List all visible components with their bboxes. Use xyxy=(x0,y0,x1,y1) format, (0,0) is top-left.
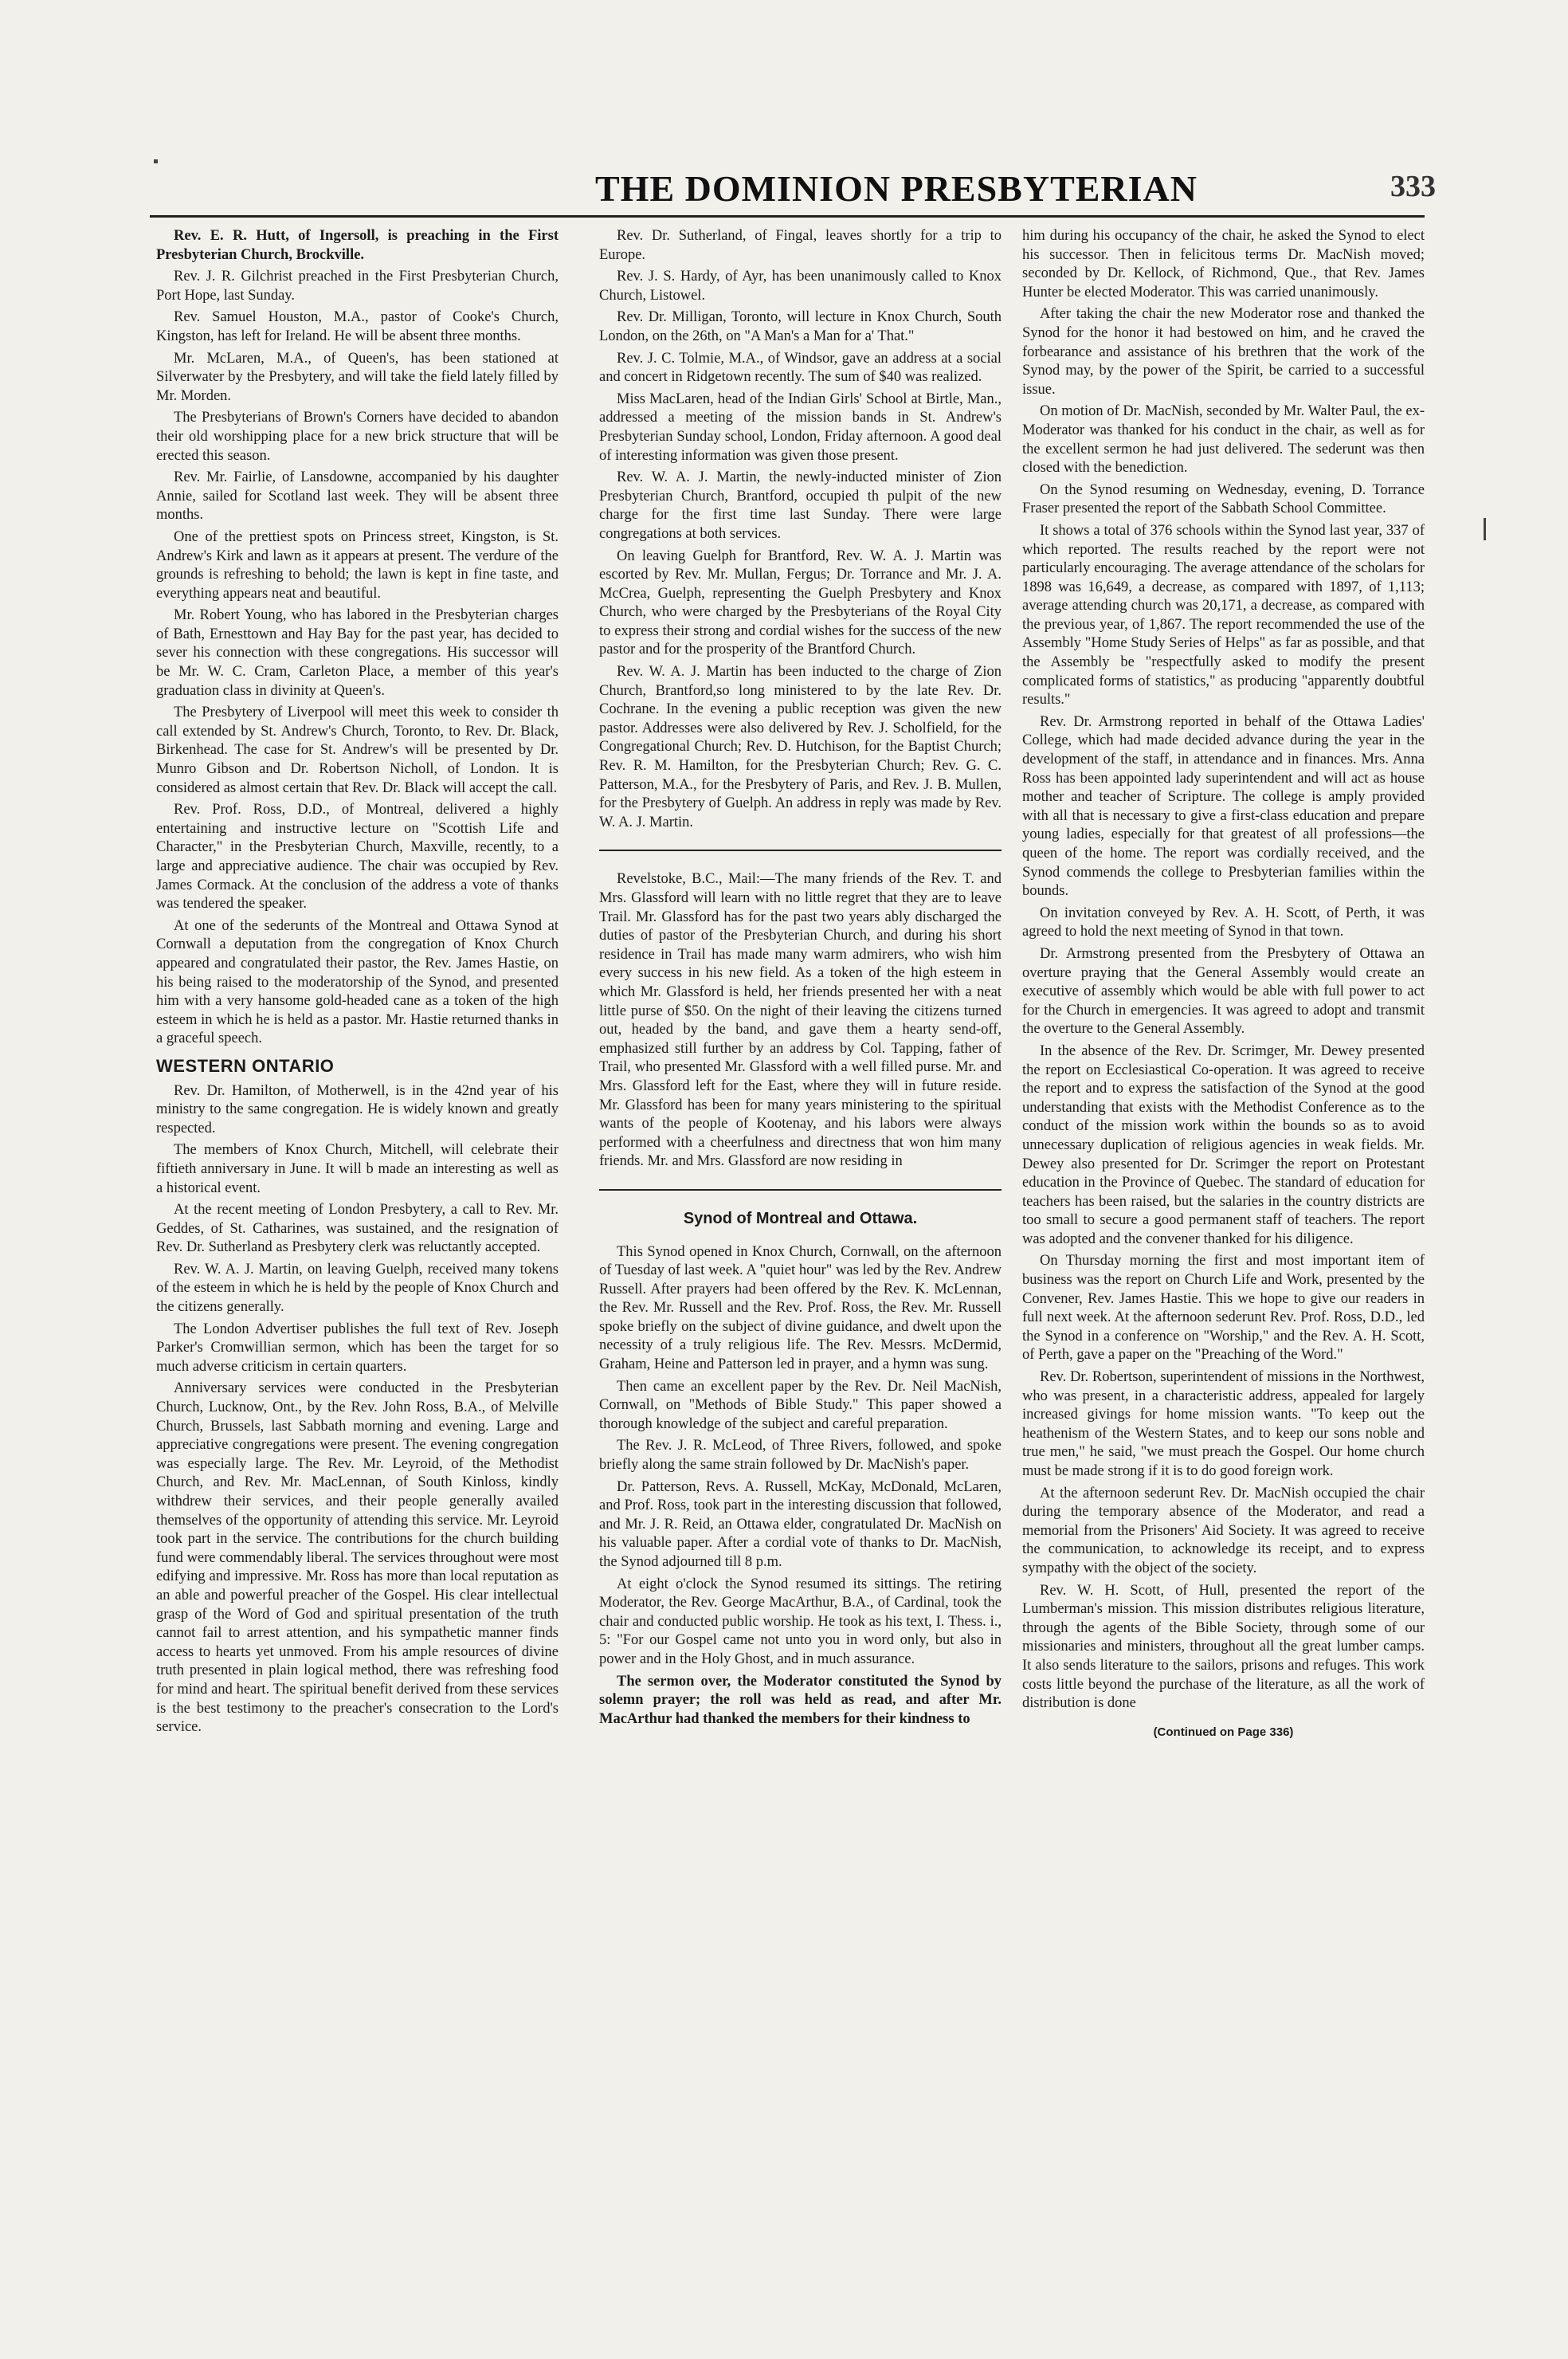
news-item: Rev. Prof. Ross, D.D., of Montreal, delivered a highly entertaining and instructive lecture on "Scottish Life and Character," in the Presbyterian Church, Maxville, recently, to a large and appreciative audience. The chair was occupied by Rev. James Cormack. At the conclusion of the address a vote of thanks was tendered the speaker. xyxy=(156,802,559,913)
article-paragraph: him during his occupancy of the chair, he asked the Synod to elect his successor. Then in felicitous terms Dr. MacNish moved; seconded by Dr. Kellock, of Richmond, Que., that Rev. James Hunter be elected Moderator. This was carried unanimously. xyxy=(1022,228,1425,300)
news-item: Rev. Mr. Fairlie, of Lansdowne, accompanied by his daughter Annie, sailed for Scotland last week. They will be absent three months. xyxy=(156,469,559,524)
news-item: The Presbyterians of Brown's Corners have decided to abandon their old worshipping place for a new brick structure that will be erected this season. xyxy=(156,410,559,464)
news-item: Rev. W. A. J. Martin has been inducted to the charge of Zion Church, Brantford,so long ministered to by the late Rev. Dr. Cochrane. In the evening a public reception was given the new pastor. Addresses were also delivered by Rev. J. Scholfield, for the Congregational Church; Rev. D. Hutchison, for the Baptist Church; Rev. R. M. Hamilton, for the Presbyterian Church; Rev. G. C. Patterson, M.A., for the Presbytery of Paris, and Rev. J. B. Mullen, for the Presbytery of Guelph. An address in reply was made by Rev. W. A. J. Martin. xyxy=(599,664,1002,830)
article-paragraph: On motion of Dr. MacNish, seconded by Mr. Walter Paul, the ex-Moderator was thanked for his conduct in the chair, as well as for the excellent sermon he had just delivered. The sederunt was then closed with the benediction. xyxy=(1022,403,1425,477)
news-item: At the recent meeting of London Presbytery, a call to Rev. Mr. Geddes, of St. Catharines, was sustained, and the resignation of Rev. Dr. Sutherland as Presbytery clerk was reluctantly accepted. xyxy=(156,1202,559,1256)
article-paragraph: It shows a total of 376 schools within the Synod last year, 337 of which reported. The results reached by the report were not particularly encouraging. The average attendance of the scholars for 1898 was 16,649, a decrease, as compared with 1897, of 1,113; average attending church was 20,171, a decrease, as compared with the previous year, of 1,867. The report recommended the use of the Assembly "Home Study Series of Helps" as far as possible, and that the Assembly be "respectfully asked to modify the present complicated forms of statistics," as producing "apparently doubtful results." xyxy=(1022,522,1425,708)
column-2 xyxy=(599,227,1002,2120)
column-3 xyxy=(1022,227,1425,2132)
news-item: Rev. E. R. Hutt, of Ingersoll, is preaching in the First Presbyterian Church, Brockville. xyxy=(156,228,559,263)
continued-notice: (Continued on Page 336) xyxy=(1153,1725,1294,1739)
article-paragraph: On the Synod resuming on Wednesday, evening, D. Torrance Fraser presented the report of the Sabbath School Committee. xyxy=(1022,481,1425,517)
section-heading: WESTERN ONTARIO xyxy=(156,1055,335,1076)
article-paragraph: Rev. Dr. Armstrong reported in behalf of the Ottawa Ladies' College, which had made decided advance during the year in the development of the staff, in attendance and in finances. Mrs. Anna Ross has been appointed lady superintendent and will act as house mother and teacher of Scripture. The college is amply provided with all that is necessary to give a first-class education and prepare young ladies, especially for that greatest of all professions—the queen of the home. The report was cordially received, and the Synod commends the college to Presbyterian families within the bounds. xyxy=(1022,713,1425,900)
news-item: Mr. McLaren, M.A., of Queen's, has been stationed at Silverwater by the Presbytery, and will take the field lately filled by Mr. Morden. xyxy=(156,350,559,404)
news-item: Rev. W. A. J. Martin, on leaving Guelph, received many tokens of the esteem in which he is held by the people of Knox Church and the citizens generally. xyxy=(156,1261,559,1316)
news-item: Mr. Robert Young, who has labored in the Presbyterian charges of Bath, Ernesttown and Hay Bay for the past year, has decided to sever his connection with these congregations. His successor will be Mr. W. C. Cram, Carleton Place, a member of this year's graduation class in divinity at Queen's. xyxy=(156,607,559,699)
news-item: Rev. Dr. Milligan, Toronto, will lecture in Knox Church, South London, on the 26th, on "A Man's a Man for a' That." xyxy=(599,309,1002,344)
article-paragraph: At eight o'clock the Synod resumed its sittings. The retiring Moderator, the Rev. George MacArthur, B.A., of Cardinal, took the chair and conducted public worship. He took as his text, I. Thess. i., 5: "For our Gospel came not unto you in word only, but also in power and in the Holy Ghost, and in much assurance. xyxy=(599,1576,1002,1667)
article-paragraph: Dr. Patterson, Revs. A. Russell, McKay, McDonald, McLaren, and Prof. Ross, took part in the interesting discussion that followed, and Mr. J. R. Reid, an Ottawa elder, congratulated Dr. MacNish on his valuable paper. After a cordial vote of thanks to Dr. MacNish, the Synod adjourned till 8 p.m. xyxy=(599,1478,1002,1570)
news-item: The Presbytery of Liverpool will meet this week to consider th call extended by St. Andrew's Church, Toronto, to Rev. Dr. Black, Birkenhead. The case for St. Andrew's will be presented by Dr. Munro Gibson and Dr. Robertson Nicholl, of London. It is considered as almost certain that Rev. Dr. Black will accept the call. xyxy=(156,705,559,796)
news-item: Rev. Dr. Sutherland, of Fingal, leaves shortly for a trip to Europe. xyxy=(599,228,1002,263)
news-item: Rev. W. A. J. Martin, the newly-inducted minister of Zion Presbyterian Church, Brantford, occupied th pulpit of the new charge for the first time last Sunday. There were large congregations at both services. xyxy=(599,469,1002,542)
news-item: Rev. J. S. Hardy, of Ayr, has been unanimously called to Knox Church, Listowel. xyxy=(599,269,1002,304)
news-item: Rev. Samuel Houston, M.A., pastor of Cooke's Church, Kingston, has left for Ireland. He will be absent three months. xyxy=(156,309,559,344)
article-paragraph: Rev. W. H. Scott, of Hull, presented the report of the Lumberman's mission. This mission distributes religious literature, through the agents of the Bible Society, through some of our missionaries and ministers, throughout all the great lumber camps. It also sends literature to the sailors, prisons and refuges. This work costs little beyond the purchase of the literature, as all the work of distribution is done xyxy=(1022,1582,1425,1712)
column-divider xyxy=(599,1189,1002,1191)
news-item: Rev. J. R. Gilchrist preached in the First Presbyterian Church, Port Hope, last Sunday. xyxy=(156,269,559,304)
article-paragraph: The sermon over, the Moderator constituted the Synod by solemn prayer; the roll was held as read, and after Mr. MacArthur had thanked the members for their kindness to xyxy=(599,1673,1002,1727)
article-paragraph: On Thursday morning the first and most important item of business was the report on Church Life and Work, presented by the Convener, Rev. James Hastie. This we hope to give our readers in full next week. At the afternoon sederunt Rev. Prof. Ross, D.D., led the Synod in a conference on "Worship," and the Rev. A. H. Scott, of Perth, gave a paper on the "Preaching of the Word." xyxy=(1022,1253,1425,1364)
article-paragraph: Rev. Dr. Robertson, superintendent of missions in the Northwest, who was present, in a characteristic address, appealed for largely increased givings for home mission wants. "To keep out the heathenism of the Western States, and to keep our sons noble and true men," he said, "we must preach the Gospel. Our home church must be made strong if it is to do good foreign work. xyxy=(1022,1369,1425,1479)
article-paragraph: This Synod opened in Knox Church, Cornwall, on the afternoon of Tuesday of last week. A "quiet hour" was led by the Rev. Andrew Russell. After prayers had been offered by the Rev. K. McLennan, the Rev. Mr. Russell and the Rev. Prof. Ross, the Rev. Mr. Russell spoke briefly on the subject of divine guidance, and dwelt upon the necessity of a truly religious life. The Rev. Messrs. McDermid, Graham, Heine and Patterson led in prayer, and a hymn was sung. xyxy=(599,1243,1002,1373)
news-item: The London Advertiser publishes the full text of Rev. Joseph Parker's Cromwillian sermon, which has been the target for so much adverse criticism in certain quarters. xyxy=(156,1321,559,1375)
article-paragraph: On invitation conveyed by Rev. A. H. Scott, of Perth, it was agreed to hold the next meeting of Synod in that town. xyxy=(1022,905,1425,940)
news-item: Rev. Dr. Hamilton, of Motherwell, is in the 42nd year of his ministry to the same congregation. He is widely known and greatly respected. xyxy=(156,1082,559,1136)
news-item: The members of Knox Church, Mitchell, will celebrate their fiftieth anniversary in June. It will b made an interesting as well as a historical event. xyxy=(156,1142,559,1196)
article-paragraph: At the afternoon sederunt Rev. Dr. MacNish occupied the chair during the temporary absence of the Moderator, and read a memorial from the Prisoners' Aid Society. It was agreed to receive the communication, to acknowledge its receipt, and to express sympathy with the object of the society. xyxy=(1022,1485,1425,1576)
news-item: Miss MacLaren, head of the Indian Girls' School at Birtle, Man., addressed a meeting of the mission bands in St. Andrew's Presbyterian Sunday school, London, Friday afternoon. A good deal of interesting information was given those present. xyxy=(599,391,1002,464)
column-1 xyxy=(156,227,559,1897)
article-paragraph: The Rev. J. R. McLeod, of Three Rivers, followed, and spoke briefly along the same strain followed by Dr. MacNish's paper. xyxy=(599,1438,1002,1474)
article-paragraph: In the absence of the Rev. Dr. Scrimger, Mr. Dewey presented the report on Ecclesiastical Co-operation. It was agreed to receive the report and to express the satisfaction of the Synod at the good understanding that exists with the Methodist Conference as to the conduct of the mission work within the bounds so as to avoid unnecessary duplication of religious agencies in weak fields. Mr. Dewey also presented for Dr. Scrimger the report on Protestant education in the Province of Quebec. The standard of education for teachers has been raised, but the salaries in the country districts are too small to secure a good permanent staff of teachers. The report was adopted and the convener thanked for his diligence. xyxy=(1022,1042,1425,1247)
news-item: Anniversary services were conducted in the Presbyterian Church, Lucknow, Ont., by the Rev. John Ross, B.A., of Melville Church, Brussels, last Sabbath morning and evening. Large and appreciative congregations were present. The evening congregation was especially large. The Rev. Mr. Leyroid, of the Methodist Church, and Rev. Mr. MacLennan, of South Kinloss, kindly withdrew their services, and their people generally availed themselves of the opportunity of attending this service. Mr. Leyroid took part in the service. The contributions for the church building fund were commendably liberal. The services throughout were most edifying and impressive. Mr. Ross has more than local reputation as an able and powerful preacher of the Gospel. His clear intellectual grasp of the Word of God and spiritual presentation of the truth cannot fail to arrest attention, and his sympathetic manner finds access to hearts yet unmoved. From his ample resources of divine truth presented in plain logical method, there was refreshing food for mind and heart. The spiritual benefit derived from these services is the best testimony to the preacher's consecration to the Lord's service. xyxy=(156,1380,559,1736)
news-item: Rev. J. C. Tolmie, M.A., of Windsor, gave an address at a social and concert in Ridgetown recently. The sum of $40 was realized. xyxy=(599,350,1002,386)
print-speck xyxy=(154,159,158,163)
column-divider xyxy=(599,850,1002,851)
article-paragraph: After taking the chair the new Moderator rose and thanked the Synod for the honor it had bestowed on him, and he craved the forbearance and assistance of his brethren that the work of the Synod may, by the power of the Spirit, be carried to a successful issue. xyxy=(1022,306,1425,398)
header-rule xyxy=(150,215,1425,218)
page-number: 333 xyxy=(1390,170,1436,203)
news-item: On leaving Guelph for Brantford, Rev. W. A. J. Martin was escorted by Rev. Mr. Mullan, Fergus; Dr. Torrance and Mr. J. A. McCrea, Guelph, representing the Guelph Presbytery and Knox Church, who were charged by the Presbyterians of the Royal City to express their strong and cordial wishes for the success of the new pastor and for the prosperity of the Brantford Church. xyxy=(599,548,1002,658)
news-item: One of the prettiest spots on Princess street, Kingston, is St. Andrew's Kirk and lawn as it appears at present. The verdure of the grounds is refreshing to behold; the lawn is kept in fine taste, and everything appears neat and beautiful. xyxy=(156,528,559,602)
news-item: At one of the sederunts of the Montreal and Ottawa Synod at Cornwall a deputation from the congregation of Knox Church appeared and congratulated their pastor, the Rev. James Hastie, on his being raised to the moderatorship of the Synod, and presented him with a very hansome gold-headed cane as a token of the high esteem in which he is held as a pastor. Mr. Hastie returned thanks in a graceful speech. xyxy=(156,917,559,1047)
news-item: Revelstoke, B.C., Mail:—The many friends of the Rev. T. and Mrs. Glassford will learn with no little regret that they are to leave Trail. Mr. Glassford has for the past two years ably discharged the duties of pastor of the Presbyterian Church, and during his short residence in Trail has made many warm admirers, who wish him every success in his new field. As a token of the high esteem in which Mr. Glassford is held, her friends presented her with a neat little purse of $50. On the night of their leaving the citizens turned out, headed by the band, and gave them a hearty send-off, emphasized still further by an address by Col. Tapping, father of Trail, who presented Mr. Glassford with a well filled purse. Mr. and Mrs. Glassford left for the East, where they will in future reside. Mr. Glassford has been for many years ministering to the spiritual wants of the people of Kootenay, and his labors were always performed with a cheerfulness and directness that won him many friends. Mr. and Mrs. Glassford are now residing in xyxy=(599,871,1002,1170)
print-speck xyxy=(1484,518,1486,540)
masthead-title: THE DOMINION PRESBYTERIAN xyxy=(595,168,1198,209)
article-heading: Synod of Montreal and Ottawa. xyxy=(683,1209,918,1227)
article-paragraph: Dr. Armstrong presented from the Presbytery of Ottawa an overture praying that the General Assembly would create an executive of assembly which would be able with full power to act for the Church in emergencies. It was agreed to adopt and transmit the overture to the General Assembly. xyxy=(1022,945,1425,1038)
article-paragraph: Then came an excellent paper by the Rev. Dr. Neil MacNish, Cornwall, on "Methods of Bible Study." This paper showed a thorough knowledge of the subject and careful preparation. xyxy=(599,1378,1002,1432)
